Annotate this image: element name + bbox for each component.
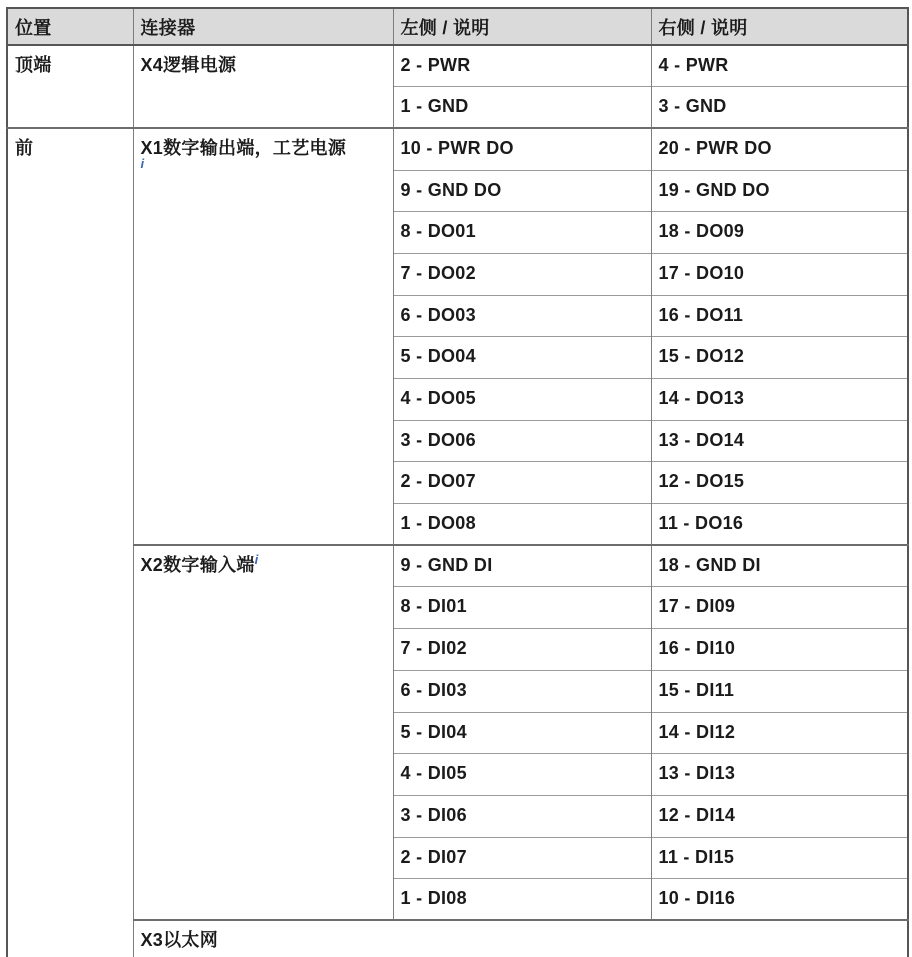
footnote-marker: i	[140, 156, 145, 172]
pin-left-cell: 8 - DI01	[393, 587, 651, 629]
connector-cell	[133, 545, 393, 920]
pin-left-cell: 3 - DO06	[393, 420, 651, 462]
table-row	[7, 45, 908, 87]
pin-right-cell: 15 - DI11	[651, 670, 908, 712]
connector-label: X4逻辑电源	[140, 55, 237, 75]
pin-right-cell: 13 - DO14	[651, 420, 908, 462]
pin-right-cell: 16 - DI10	[651, 629, 908, 671]
pin-left-cell: 6 - DO03	[393, 295, 651, 337]
pin-right-cell: 16 - DO11	[651, 295, 908, 337]
pin-left-cell: 2 - DO07	[393, 462, 651, 504]
pin-right-cell: 12 - DI14	[651, 795, 908, 837]
pin-left-cell: 3 - DI06	[393, 795, 651, 837]
col-header-right-desc: 右侧 / 说明	[651, 8, 908, 45]
pin-left-cell: 1 - DI08	[393, 879, 651, 921]
pin-right-cell: 11 - DO16	[651, 504, 908, 546]
pin-left-cell: 7 - DI02	[393, 629, 651, 671]
pin-right-cell: 13 - DI13	[651, 754, 908, 796]
pin-right-cell: 15 - DO12	[651, 337, 908, 379]
pin-left-cell: 5 - DI04	[393, 712, 651, 754]
location-cell: 顶端	[7, 45, 133, 128]
pin-left-cell: 8 - DO01	[393, 212, 651, 254]
header-row	[7, 8, 908, 45]
connector-label: X1数字输出端，工艺电源	[140, 138, 347, 159]
table-row	[7, 128, 908, 170]
pin-left-cell: 1 - GND	[393, 87, 651, 129]
pin-left-cell: 2 - DI07	[393, 837, 651, 879]
pin-left-cell: 6 - DI03	[393, 670, 651, 712]
pin-right-cell: 14 - DI12	[651, 712, 908, 754]
pin-right-cell: 10 - DI16	[651, 879, 908, 921]
pin-left-cell: 7 - DO02	[393, 253, 651, 295]
table-row	[7, 545, 908, 587]
col-header-left-desc: 左侧 / 说明	[393, 8, 651, 45]
connector-label: X3以太网	[140, 930, 219, 951]
pin-right-cell: 17 - DO10	[651, 253, 908, 295]
pin-right-cell: 20 - PWR DO	[651, 128, 908, 170]
pin-right-cell: 11 - DI15	[651, 837, 908, 879]
pin-left-cell: 4 - DO05	[393, 379, 651, 421]
connector-cell	[133, 920, 908, 957]
pin-left-cell: 9 - GND DO	[393, 170, 651, 212]
location-cell: 前	[7, 128, 133, 957]
connector-pin-table	[6, 7, 909, 957]
connector-cell	[133, 45, 393, 128]
table-row	[7, 920, 908, 957]
pin-left-cell: 5 - DO04	[393, 337, 651, 379]
pin-left-cell: 2 - PWR	[393, 45, 651, 87]
pin-right-cell: 17 - DI09	[651, 587, 908, 629]
footnote-marker: i	[254, 552, 259, 568]
pin-left-cell: 9 - GND DI	[393, 545, 651, 587]
pin-left-cell: 1 - DO08	[393, 504, 651, 546]
pin-right-cell: 18 - GND DI	[651, 545, 908, 587]
col-header-connector: 连接器	[133, 8, 393, 45]
pin-right-cell: 14 - DO13	[651, 379, 908, 421]
pin-left-cell: 10 - PWR DO	[393, 128, 651, 170]
pin-right-cell: 12 - DO15	[651, 462, 908, 504]
pin-table-body	[7, 45, 908, 957]
connector-cell	[133, 128, 393, 545]
connector-label: X2数字输入端	[140, 555, 255, 576]
pin-right-cell: 4 - PWR	[651, 45, 908, 87]
col-header-location: 位置	[7, 8, 133, 45]
pin-right-cell: 18 - DO09	[651, 212, 908, 254]
pin-right-cell: 19 - GND DO	[651, 170, 908, 212]
pin-left-cell: 4 - DI05	[393, 754, 651, 796]
pin-right-cell: 3 - GND	[651, 87, 908, 129]
